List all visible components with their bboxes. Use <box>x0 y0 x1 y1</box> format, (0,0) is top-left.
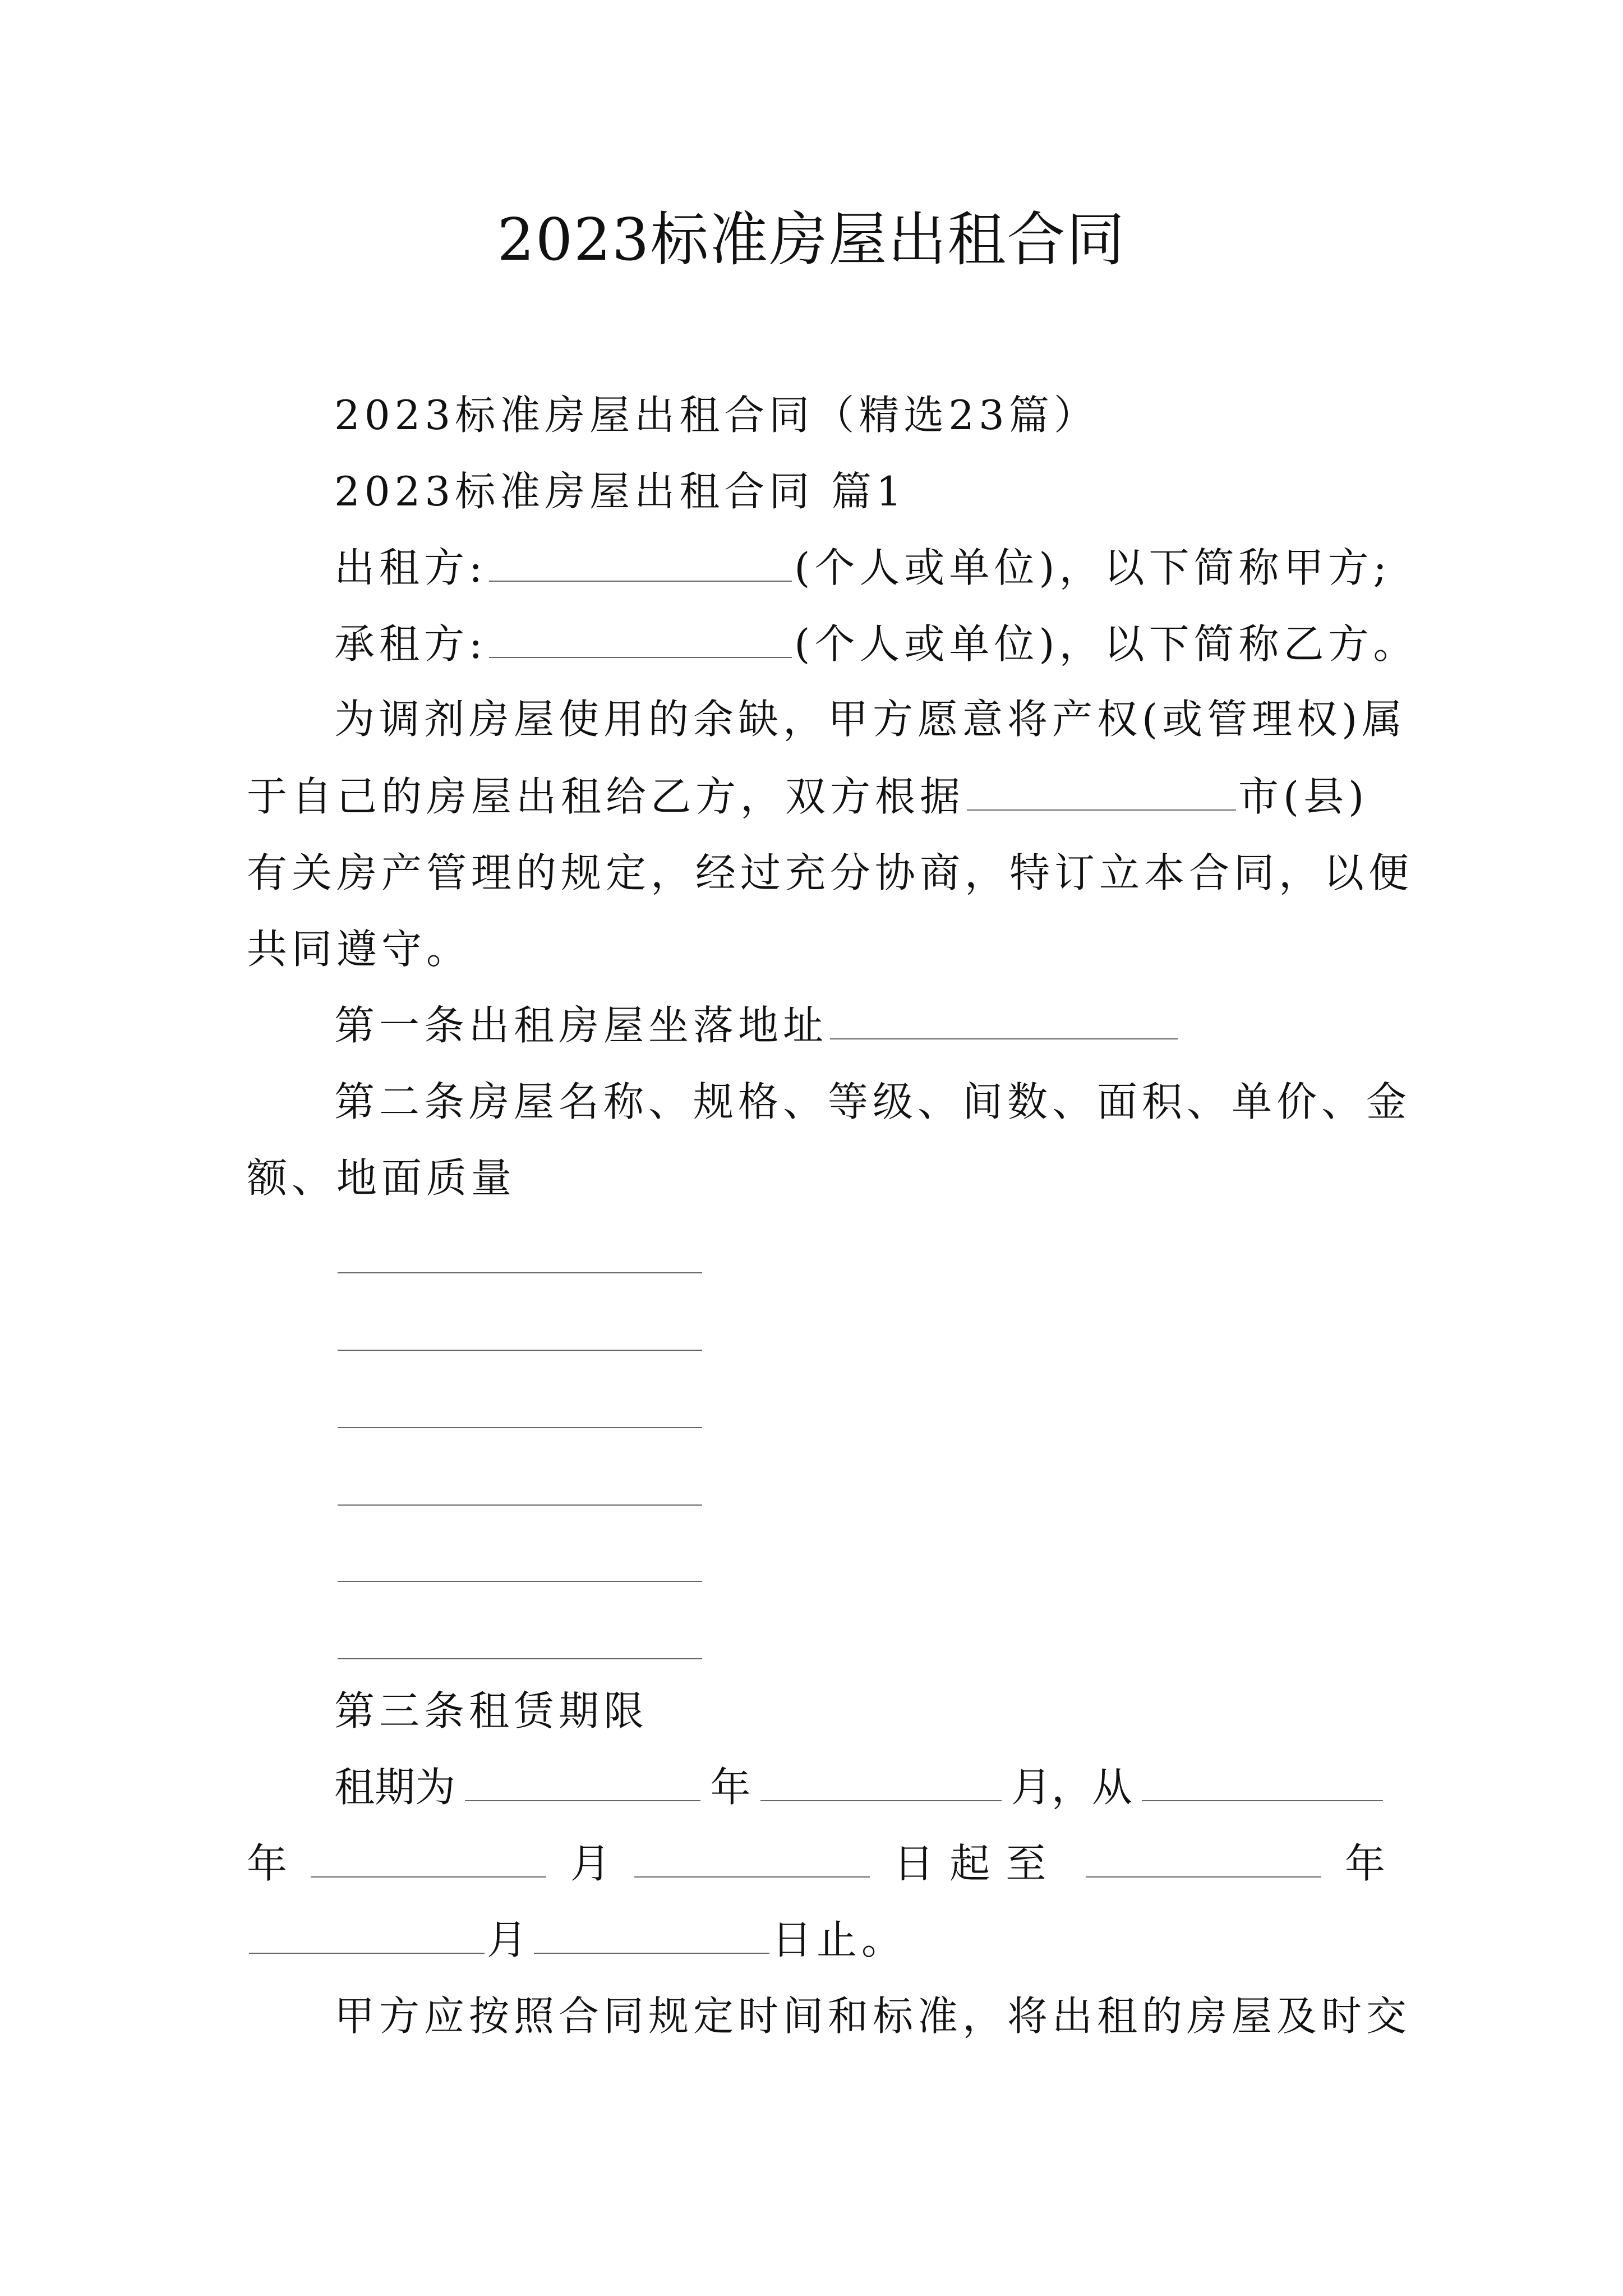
end-day-blank <box>534 1918 769 1954</box>
article-1-text: 第一条出租房屋坐落地址 <box>334 1002 828 1049</box>
section-heading: 2023标准房屋出租合同 篇1 <box>334 468 906 515</box>
lease-term-text: 日止。 <box>772 1916 907 1963</box>
subtitle-line: 2023标准房屋出租合同（精选23篇） <box>334 392 1099 439</box>
lessee-suffix: (个人或单位)，以下简称乙方。 <box>794 620 1418 668</box>
lessee-blank <box>489 622 792 658</box>
end-year-blank <box>1086 1842 1321 1878</box>
paragraph-line: 甲方应按照合同规定时间和标准，将出租的房屋及时交 <box>334 1993 1412 2040</box>
lease-term-text: 月 <box>570 1840 611 1887</box>
lessor-line <box>334 540 1391 596</box>
lease-term-text: 租期为 <box>334 1764 456 1811</box>
blank-line <box>338 1581 702 1582</box>
start-day-blank <box>634 1842 870 1878</box>
lease-term-line <box>247 1912 906 1968</box>
lease-term-line <box>334 1759 1385 1815</box>
lease-term-text: 年 <box>710 1764 751 1811</box>
paragraph-line: 共同遵守。 <box>247 926 472 973</box>
lease-term-line <box>247 1835 1385 1892</box>
address-blank <box>830 1004 1178 1039</box>
article-3-heading: 第三条租赁期限 <box>334 1687 649 1734</box>
start-month-blank <box>311 1842 546 1878</box>
start-year-blank <box>1142 1765 1383 1801</box>
blank-line <box>338 1272 702 1273</box>
end-month-blank <box>249 1918 485 1954</box>
lease-term-text: 日起至 <box>893 1840 1062 1887</box>
blank-line <box>338 1658 702 1659</box>
paragraph-line: 为调剂房屋使用的余缺，甲方愿意将产权(或管理权)属 <box>334 696 1407 743</box>
paragraph-line: 额、地面质量 <box>247 1154 517 1202</box>
blank-line <box>338 1427 702 1428</box>
paragraph-text: 市(县) <box>1238 773 1369 820</box>
lessor-suffix: (个人或单位)，以下简称甲方; <box>794 544 1391 591</box>
lease-term-text: 月，从 <box>1011 1764 1132 1811</box>
lease-term-text: 年 <box>1344 1840 1385 1887</box>
blank-line <box>338 1350 702 1351</box>
article-2-line: 第二条房屋名称、规格、等级、间数、面积、单价、金 <box>334 1078 1412 1125</box>
lessor-label: 出租方: <box>334 544 487 591</box>
city-blank <box>967 775 1236 811</box>
paragraph-line <box>247 769 1368 825</box>
lease-term-text: 年 <box>247 1840 288 1887</box>
lessee-label: 承租方: <box>334 620 487 668</box>
blank-line <box>338 1504 702 1506</box>
document-title: 2023标准房屋出租合同 <box>497 205 1126 274</box>
paragraph-text: 于自己的房屋出租给乙方，双方根据 <box>247 773 965 820</box>
months-blank <box>760 1765 1002 1801</box>
years-blank <box>465 1765 700 1801</box>
lessee-line <box>334 616 1418 672</box>
lease-term-text: 月 <box>487 1916 532 1963</box>
article-1-line <box>334 997 1180 1053</box>
lessor-blank <box>489 546 792 582</box>
paragraph-line: 有关房产管理的规定，经过充分协商，特订立本合同，以便 <box>247 849 1414 896</box>
